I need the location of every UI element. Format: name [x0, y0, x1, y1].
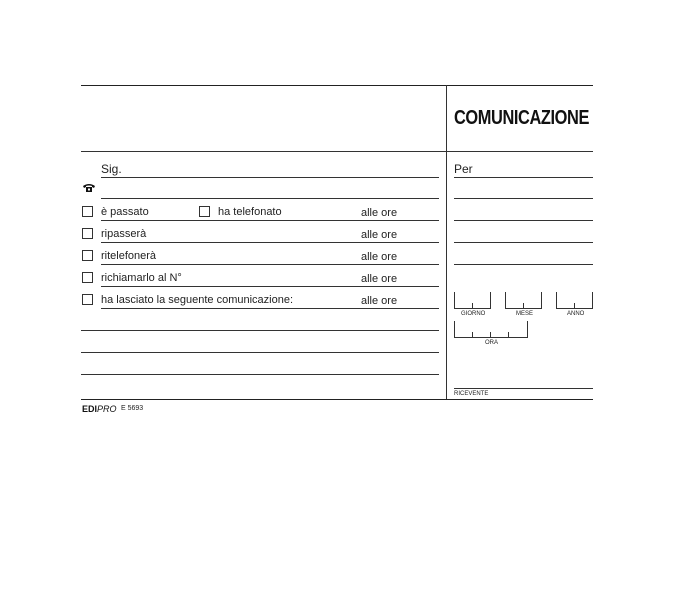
- per-line-5[interactable]: [454, 264, 593, 265]
- alle-ore-label-3: alle ore: [361, 251, 398, 263]
- ritelefonera-label: ritelefonerà: [101, 250, 157, 262]
- row-line-2: [101, 242, 439, 243]
- per-line-3[interactable]: [454, 220, 593, 221]
- ricevente-line[interactable]: [454, 388, 593, 389]
- alle-ore-label-5: alle ore: [361, 295, 398, 307]
- brand-italic: PRO: [97, 404, 117, 414]
- mese-label: MESE: [516, 311, 534, 317]
- column-divider: [446, 85, 447, 399]
- form-title: COMUNICAZIONE: [454, 107, 589, 129]
- giorno-field[interactable]: [454, 292, 491, 309]
- message-line-1[interactable]: [81, 330, 439, 331]
- anno-label: ANNO: [567, 311, 585, 317]
- top-border: [81, 85, 593, 86]
- per-line-4[interactable]: [454, 242, 593, 243]
- passato-checkbox[interactable]: [82, 206, 93, 217]
- per-line-1[interactable]: [454, 177, 593, 178]
- sig-label: Sig.: [101, 162, 122, 176]
- phone-line[interactable]: [101, 198, 439, 199]
- ricevente-label: RICEVENTE: [454, 391, 489, 397]
- row-line-5: [101, 308, 439, 309]
- anno-field[interactable]: [556, 292, 593, 309]
- per-line-2[interactable]: [454, 198, 593, 199]
- ripassera-checkbox[interactable]: [82, 228, 93, 239]
- row-line-4: [101, 286, 439, 287]
- telefonato-label: ha telefonato: [218, 206, 282, 218]
- richiamarlo-checkbox[interactable]: [82, 272, 93, 283]
- row-line-3: [101, 264, 439, 265]
- per-label: Per: [454, 162, 473, 176]
- mese-field[interactable]: [505, 292, 542, 309]
- header-divider: [81, 151, 593, 152]
- message-line-2[interactable]: [81, 352, 439, 353]
- alle-ore-label-2: alle ore: [361, 229, 398, 241]
- ripassera-label: ripasserà: [101, 228, 147, 240]
- alle-ore-label-1: alle ore: [361, 207, 398, 219]
- alle-ore-label-4: alle ore: [361, 273, 398, 285]
- brand-logo: [82, 404, 117, 414]
- ora-label: ORA: [485, 340, 499, 346]
- row-line-1: [101, 220, 439, 221]
- bottom-border: [81, 399, 593, 400]
- giorno-label: GIORNO: [461, 311, 486, 317]
- passato-label: è passato: [101, 206, 149, 218]
- ritelefonera-checkbox[interactable]: [82, 250, 93, 261]
- richiamarlo-label: richiamarlo al N°: [101, 272, 182, 284]
- brand-main: EDI: [82, 404, 98, 414]
- comunicazione-checkbox[interactable]: [82, 294, 93, 305]
- message-line-3[interactable]: [81, 374, 439, 375]
- ora-field[interactable]: [454, 321, 528, 338]
- telefonato-checkbox[interactable]: [199, 206, 210, 217]
- telephone-icon: [82, 183, 96, 193]
- sig-line[interactable]: [101, 177, 439, 178]
- comunicazione-label: ha lasciato la seguente comunicazione:: [101, 294, 294, 306]
- product-code: E 5693: [121, 405, 144, 412]
